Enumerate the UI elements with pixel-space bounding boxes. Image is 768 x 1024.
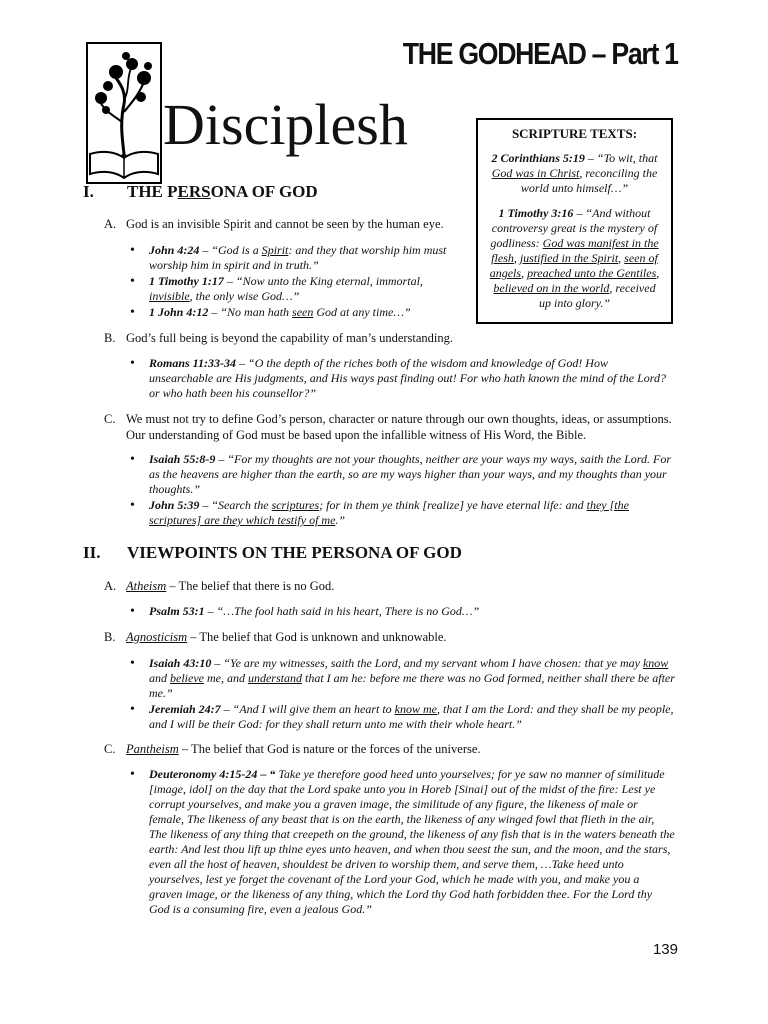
- scripture-list: [127, 452, 675, 529]
- scripture-list: [127, 604, 675, 620]
- section-title: ERS: [177, 182, 211, 201]
- outline-text: God’s full being is beyond the capability of man’s understanding.: [126, 331, 454, 345]
- section-title: ONA OF GOD: [210, 182, 318, 201]
- outline-letter: A.: [104, 217, 117, 231]
- outline-letter: C.: [104, 742, 116, 756]
- scripture-entry: [486, 151, 663, 196]
- scripture-underline: believed on in the world: [493, 281, 610, 295]
- logo-wordmark-text: Disciplesh: [163, 96, 408, 157]
- list-item: • Deuteronomy 4:15-24 – “ Take ye therefore good heed unto yourselves; for ye saw no manner of similitude [image, idol] on the day that the Lord spake unto you in Horeb [Sinai] out of the midst of the fire: Lest ye corrupt yourselves, and make you a graven image, the similitude of any figure, the likeness of male or female, The likeness of any beast that is on the earth, the likeness of any winged fowl that flieth in the air, The likeness of any thing that creepeth on the ground, the likeness of any fish that is in the waters beneath the earth: And lest thou lift up thine eyes unto heaven, and when thou seest the sun, and the moon, and the stars, even all the host of heaven, shouldest be driven to worship them, and serve them, …Take heed unto yourselves, lest ye forget the covenant of the Lord your God, which he made with you, and make you a graven image, or the likeness of any thing, which the Lord thy God hath forbidden thee. For the Lord thy God is a consuming fire, even a jealous God.”: [127, 767, 675, 917]
- logo-wordmark: [163, 96, 423, 166]
- term-definition: – The belief that God is unknown and unknowable.: [187, 630, 447, 644]
- outline-item: [104, 578, 684, 594]
- section-heading: [83, 182, 318, 202]
- outline-letter: B.: [104, 331, 116, 345]
- outline-text: God is an invisible Spirit and cannot be seen by the human eye.: [126, 217, 444, 231]
- outline-item: [104, 629, 684, 645]
- list-item: • Romans 11:33-34 – “O the depth of the riches both of the wisdom and knowledge of God! How unsearchable are His judgments, and His ways past finding out! For who hath known the mind of the Lord? or who hath been his counsellor?”: [127, 356, 675, 401]
- tree-book-icon: [86, 42, 162, 184]
- scripture-ref: 2 Corinthians 5:19: [491, 151, 585, 165]
- list-item: • Isaiah 55:8-9 – “For my thoughts are not your thoughts, neither are your ways my ways, saith the Lord. For as the heavens are higher than the earth, so are my ways higher than your ways, and my thoughts than your thoughts.”: [127, 452, 675, 497]
- term-label: Pantheism: [126, 742, 179, 756]
- term-label: Atheism: [126, 579, 167, 593]
- section-number: I.: [83, 182, 94, 201]
- list-item: • Isaiah 43:10 – “Ye are my witnesses, saith the Lord, and my servant whom I have chosen: that ye may know and believe me, and understand that I am he: before me there was no God formed, neither shall there be after me.”: [127, 656, 675, 701]
- scripture-underline: God was in Christ: [491, 166, 580, 180]
- section-heading: [83, 543, 462, 563]
- scripture-text: ,: [513, 251, 520, 265]
- scripture-list: [127, 356, 675, 402]
- scripture-underline: seen of angels: [489, 251, 658, 280]
- outline-text: We must not try to define God’s person, character or nature through our own thoughts, ideas, or assumptions. Our understanding of God must be based upon the infallible witness of His Word, the Bible.: [126, 412, 672, 442]
- list-item: • Jeremiah 24:7 – “And I will give them an heart to know me, that I am the Lord: and they shall be my people, and I will be their God: for they shall return unto me with their whole heart.”: [127, 702, 675, 732]
- section-number: II.: [83, 543, 101, 562]
- scripture-text: , received up into glory.”: [538, 281, 656, 310]
- term-label: Agnosticism: [126, 630, 188, 644]
- list-item: • John 5:39 – “Search the scriptures; for in them ye think [realize] ye have eternal life: and they [the scriptures] are they which testify of me.”: [127, 498, 675, 528]
- outline-text: [126, 629, 678, 645]
- scripture-ref: 1 Timothy 3:16: [498, 206, 574, 220]
- outline-item: [104, 411, 684, 443]
- scripture-underline: preached unto the Gentiles: [527, 266, 657, 280]
- scripture-box-title: SCRIPTURE TEXTS:: [511, 126, 638, 141]
- page-number: 139: [652, 941, 678, 958]
- list-item: • 1 Timothy 1:17 – “Now unto the King eternal, immortal, invisible, the only wise God…”: [127, 274, 457, 304]
- list-item: • Psalm 53:1 – “…The fool hath said in his heart, There is no God…”: [127, 604, 675, 619]
- outline-text: [126, 741, 678, 757]
- scripture-list: [127, 243, 457, 321]
- term-definition: – The belief that God is nature or the forces of the universe.: [178, 742, 481, 756]
- scripture-list: [127, 656, 675, 733]
- section-title: VIEWPOINTS ON THE PERSONA OF GOD: [127, 543, 462, 562]
- page-title: THE GODHEAD – Part 1: [403, 36, 678, 71]
- outline-text: [126, 578, 678, 594]
- scripture-underline: justified in the Spirit: [519, 251, 619, 265]
- scripture-underline: God was manifest in the flesh: [491, 236, 659, 265]
- scripture-text: ,: [521, 266, 528, 280]
- section-title: THE P: [127, 182, 178, 201]
- outline-item: [104, 741, 684, 757]
- list-item: • John 4:24 – “God is a Spirit: and they that worship him must worship him in spirit and in truth.”: [127, 243, 457, 273]
- outline-item: [104, 216, 684, 232]
- outline-letter: B.: [104, 630, 116, 644]
- scripture-text: – “And without controversy great is the mystery of godliness:: [490, 206, 658, 250]
- scripture-text: ,: [656, 266, 660, 280]
- scripture-list: [127, 767, 675, 918]
- outline-item: [104, 330, 684, 346]
- list-item: • 1 John 4:12 – “No man hath seen God at any time…”: [127, 305, 457, 320]
- scripture-text: ,: [618, 251, 625, 265]
- outline-letter: C.: [104, 412, 116, 426]
- outline-letter: A.: [104, 579, 117, 593]
- scripture-text: – “To wit, that: [584, 151, 658, 165]
- discipleship-logo: [86, 42, 162, 184]
- scripture-text: , reconciling the world unto himself…”: [520, 166, 658, 195]
- term-definition: – The belief that there is no God.: [166, 579, 335, 593]
